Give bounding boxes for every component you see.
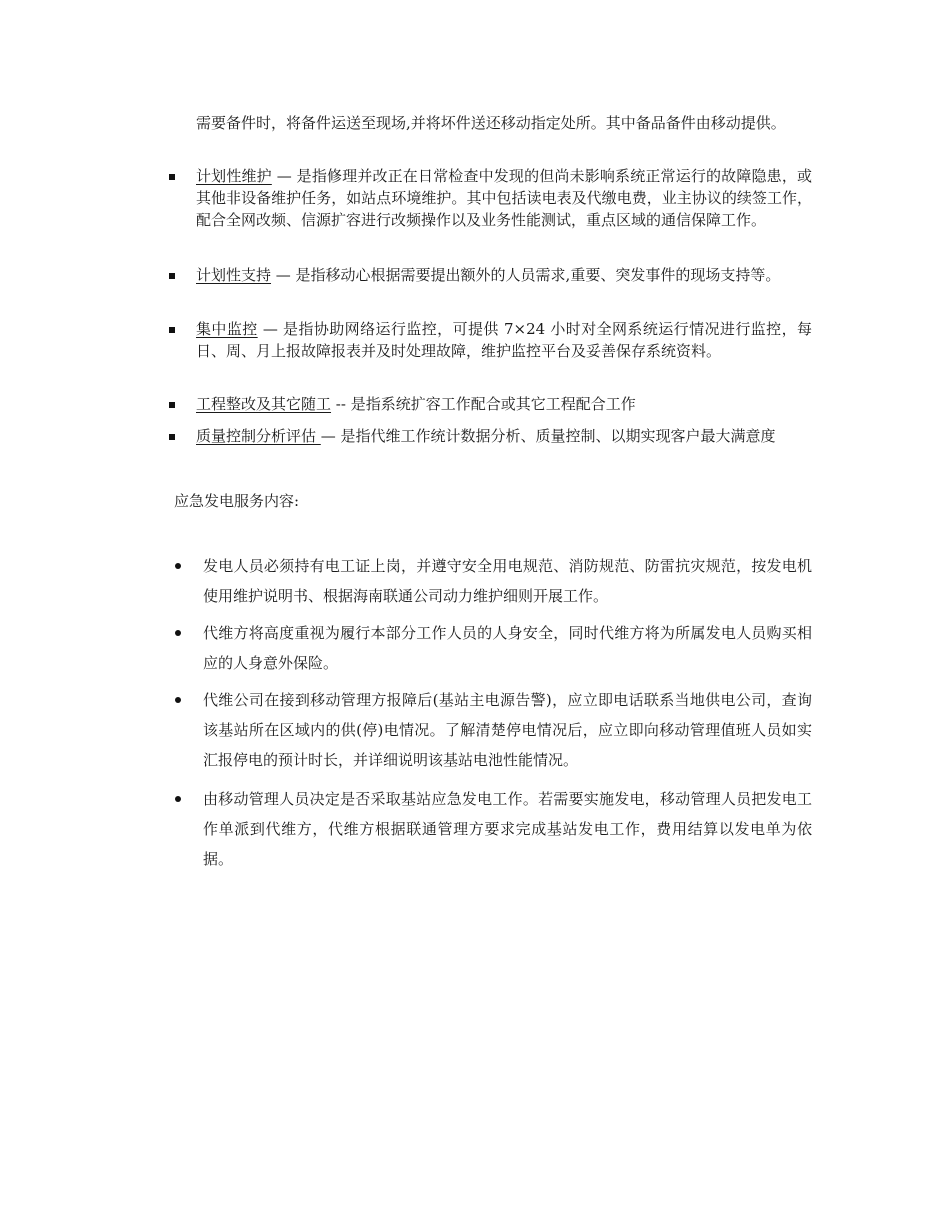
item-description: — 是指协助网络运行监控，可提供 7×24 小时对全网系统运行情况进行监控，每日、周、月上报故障报表并及时处理故障，维护监控平台及妥善保存系统资料。	[196, 320, 812, 360]
item-description: — 是指修理并改正在日常检查中发现的但尚未影响系统正常运行的故障隐患，或其他非设备维护任务，如站点环境维护。其中包括读电表及代缴电费，业主协议的续签工作，配合全网改频、信源扩容进行改频操作以及业务性能测试，重点区域的通信保障工作。	[196, 167, 812, 229]
item-description: — 是指代维工作统计数据分析、质量控制、以期实现客户最大满意度	[320, 427, 776, 445]
item-text: 发电人员必须持有电工证上岗，并遵守安全用电规范、消防规范、防雷抗灾规范，按发电机使用维护说明书、根据海南联通公司动力维护细则开展工作。	[203, 557, 812, 605]
square-bullet-icon	[169, 402, 175, 408]
round-bullet-icon	[175, 697, 181, 703]
item-text: 代维公司在接到移动管理方报障后(基站主电源告警)，应立即电话联系当地供电公司，查询该基站所在区域内的供(停)电情况。了解清楚停电情况后，应立即向移动管理值班人员如实汇报停电的预计时长，并详细说明该基站电池性能情况。	[203, 691, 812, 769]
item-term: 质量控制分析评估	[196, 427, 321, 445]
list-item	[203, 784, 812, 874]
square-bullet-icon	[169, 434, 175, 440]
continuation-paragraph: 需要备件时，将备件运送至现场,并将坏件送还移动指定处所。其中备品备件由移动提供。	[196, 114, 786, 132]
round-bullet-icon	[175, 630, 181, 636]
item-term: 工程整改及其它随工	[196, 395, 332, 413]
item-description: — 是指移动心根据需要提出额外的人员需求,重要、突发事件的现场支持等。	[271, 266, 781, 284]
list-item	[196, 264, 812, 286]
list-item	[196, 318, 812, 362]
item-description: -- 是指系统扩容工作配合或其它工程配合工作	[331, 395, 636, 413]
square-bullet-icon	[169, 327, 175, 333]
list-item	[196, 425, 812, 447]
square-bullet-icon	[169, 174, 175, 180]
item-term: 集中监控	[196, 320, 258, 338]
round-bullet-icon	[175, 796, 181, 802]
section-heading: 应急发电服务内容:	[174, 492, 300, 510]
round-bullet-icon	[175, 563, 181, 569]
list-item	[196, 165, 812, 231]
list-item	[203, 618, 812, 678]
item-text: 由移动管理人员决定是否采取基站应急发电工作。若需要实施发电，移动管理人员把发电工作单派到代维方，代维方根据联通管理方要求完成基站发电工作，费用结算以发电单为依据。	[203, 790, 812, 868]
item-text: 代维方将高度重视为履行本部分工作人员的人身安全，同时代维方将为所属发电人员购买相应的人身意外保险。	[203, 624, 812, 672]
list-item	[203, 685, 812, 775]
item-term: 计划性支持	[196, 266, 272, 284]
list-item	[203, 551, 812, 611]
list-item	[196, 393, 812, 415]
item-term: 计划性维护	[196, 167, 272, 185]
square-bullet-icon	[169, 273, 175, 279]
